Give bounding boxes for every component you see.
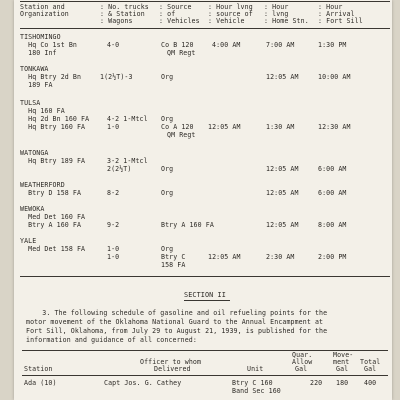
cell-hour-arrival: 1:30 PM (318, 41, 347, 49)
cell-source: Btry C (161, 253, 186, 261)
cell-station: WEWOKA (20, 205, 45, 213)
fuel-header-quar-1: Quar. (292, 351, 313, 359)
section-title: SECTION II (184, 291, 226, 299)
cell-hour-leave-home: 12:05 AM (266, 189, 299, 197)
cell-station: Hq 160 FA (20, 107, 65, 115)
fuel-header-unit: Unit (247, 365, 264, 373)
cell-source: Org (161, 165, 174, 173)
paragraph-line-1: 3. The following schedule of gasoline and oil refueling points for the (26, 309, 328, 317)
header-hour-leave-home-line1: : Hour (264, 3, 289, 11)
cell-hour-leave-home: 12:05 AM (266, 73, 299, 81)
fuel-cell-station: Ada (10) (24, 379, 57, 387)
cell-source: Org (161, 73, 174, 81)
cell-station: YALE (20, 237, 37, 245)
fuel-header-officer-2: Delivered (154, 365, 191, 373)
table-bottom-rule (20, 276, 390, 277)
cell-trucks: 8-2 (107, 189, 120, 197)
cell-hour-leave-home: 12:05 AM (266, 221, 299, 229)
fuel-header-move-1: Move- (333, 351, 354, 359)
header-rule (20, 28, 390, 29)
cell-trucks: 2(2½T) (107, 165, 132, 173)
cell-hour-leave-source: 4:00 AM (212, 41, 241, 49)
cell-hour-arrival: 2:00 PM (318, 253, 347, 261)
cell-station: Btry D 158 FA (20, 189, 82, 197)
fuel-cell-quar: 220 (310, 379, 323, 387)
cell-source: Org (161, 245, 174, 253)
cell-hour-leave-home: 12:05 AM (266, 165, 299, 173)
cell-hour-arrival: 6:00 AM (318, 165, 347, 173)
document-page (14, 0, 392, 400)
cell-trucks: 1(2½T)-3 (100, 73, 133, 81)
fuel-header-move-3: Gal (336, 365, 349, 373)
cell-trucks: 1-0 (107, 253, 120, 261)
header-hour-leave-home-line3: : Home Stn. (264, 17, 309, 25)
header-source-line2: : of (159, 10, 176, 18)
cell-station: 189 FA (20, 81, 53, 89)
header-source-line1: : Source (159, 3, 192, 11)
cell-station: Hq Btry 160 FA (20, 123, 86, 131)
cell-source: Org (161, 115, 174, 123)
cell-hour-arrival: 12:30 AM (318, 123, 351, 131)
top-rule (20, 1, 390, 2)
cell-hour-leave-home: 1:30 AM (266, 123, 295, 131)
cell-hour-leave-home: 2:30 AM (266, 253, 295, 261)
paragraph-line-4: information and guidance of all concerned: (26, 336, 197, 344)
cell-station: Hq Btry 2d Bn (20, 73, 82, 81)
cell-hour-leave-source: 12:05 AM (208, 253, 241, 261)
cell-station: Btry A 160 FA (20, 221, 82, 229)
cell-hour-leave-home: 7:00 AM (266, 41, 295, 49)
cell-station: Hq Btry 189 FA (20, 157, 86, 165)
fuel-cell-officer: Capt Jos. G. Cathey (104, 379, 182, 387)
header-hour-arrival-line1: : Hour (318, 3, 343, 11)
cell-source: Co A 120 (161, 123, 194, 131)
header-station-line2: Organization (20, 10, 69, 18)
fuel-header-rule (22, 375, 388, 376)
cell-trucks: 4-2 1-Mtcl (107, 115, 148, 123)
header-source-line3: : Vehicles (159, 17, 200, 25)
cell-trucks: 1-0 (107, 245, 120, 253)
header-hour-leave-source-line2: : source of (208, 10, 253, 18)
cell-station: TULSA (20, 99, 41, 107)
fuel-header-officer-1: Officer to whom (140, 358, 202, 366)
header-hour-leave-source-line3: : Vehicle (208, 17, 245, 25)
cell-source: Co B 120 (161, 41, 194, 49)
paragraph-line-2: motor movement of the Oklahoma National Guard to the Annual Encampment at (26, 318, 324, 326)
fuel-header-move-2: ment (333, 358, 350, 366)
header-trucks-line1: : No. trucks (100, 3, 149, 11)
cell-hour-arrival: 6:00 AM (318, 189, 347, 197)
fuel-header-quar-2: Allow (292, 358, 313, 366)
cell-trucks: 4-0 (107, 41, 120, 49)
cell-source: Org (161, 189, 174, 197)
header-trucks-line2: : & Station (100, 10, 145, 18)
cell-source: Btry A 160 FA (161, 221, 214, 229)
header-hour-leave-home-line2: : lvng (264, 10, 289, 18)
cell-station: Med Det 160 FA (20, 213, 86, 221)
cell-source: QM Regt (167, 49, 196, 57)
fuel-header-total-1: Total (360, 358, 381, 366)
fuel-cell-total: 400 (364, 379, 377, 387)
cell-hour-arrival: 8:00 AM (318, 221, 347, 229)
header-trucks-line3: : Wagons (100, 17, 133, 25)
cell-station: TISHOMINGO (20, 33, 61, 41)
header-station-line1: Station and (20, 3, 65, 11)
cell-station: Hq Co 1st Bn (20, 41, 77, 49)
fuel-cell-move: 180 (336, 379, 349, 387)
fuel-header-total-2: Gal (364, 365, 377, 373)
section-title-underline (184, 300, 230, 301)
cell-station: WEATHERFORD (20, 181, 65, 189)
cell-trucks: 3-2 1-Mtcl (107, 157, 148, 165)
header-hour-leave-source-line1: : Hour lvng (208, 3, 253, 11)
header-hour-arrival-line3: : Fort Sill (318, 17, 363, 25)
fuel-cell-unit: Btry C 160 (232, 379, 273, 387)
cell-station: TONKAWA (20, 65, 49, 73)
cell-hour-leave-source: 12:05 AM (208, 123, 241, 131)
cell-source: 158 FA (161, 261, 186, 269)
cell-station: WATONGA (20, 149, 49, 157)
fuel-header-station: Station (24, 365, 53, 373)
header-hour-arrival-line2: : Arrival (318, 10, 355, 18)
cell-trucks: 1-0 (107, 123, 120, 131)
cell-station: Med Det 158 FA (20, 245, 86, 253)
cell-station: 180 Inf (20, 49, 57, 57)
cell-hour-arrival: 10:00 AM (318, 73, 351, 81)
cell-source: QM Regt (167, 131, 196, 139)
cell-trucks: 9-2 (107, 221, 120, 229)
fuel-cell-unit: Band Sec 160 (232, 387, 281, 395)
paragraph-line-3: Fort Sill, Oklahoma, from July 29 to August 21, 1939, is published for the (26, 327, 328, 335)
cell-station: Hq 2d Bn 160 FA (20, 115, 90, 123)
fuel-header-quar-3: Gal (295, 365, 308, 373)
